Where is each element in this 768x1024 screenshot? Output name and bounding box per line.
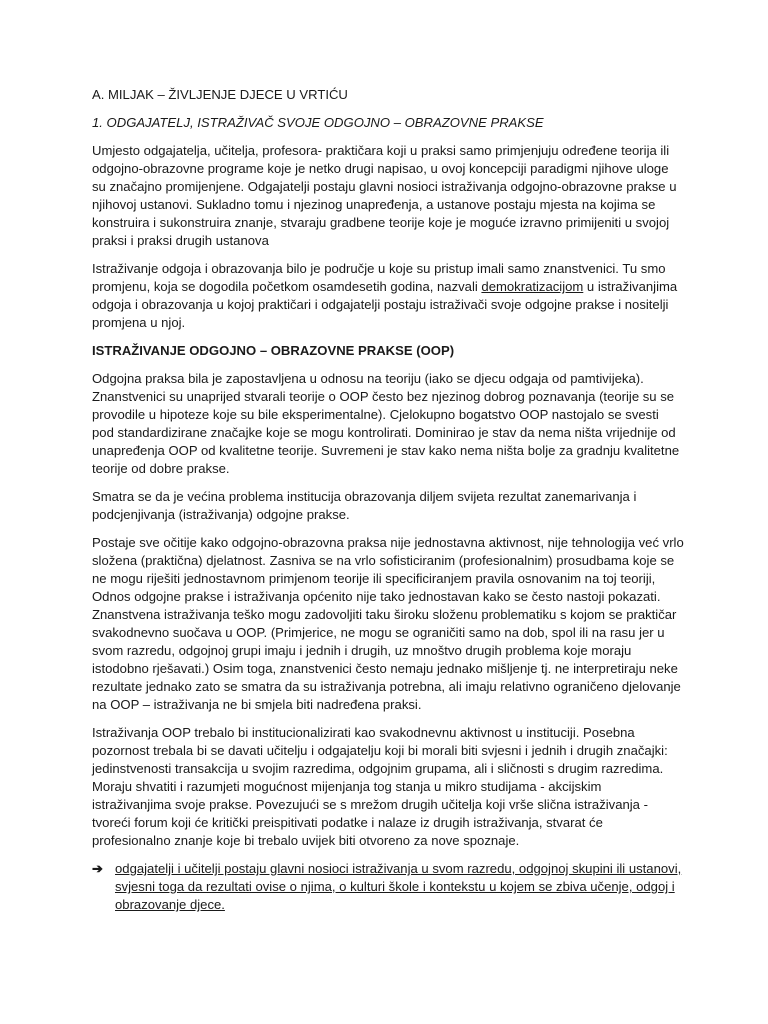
paragraph-4: Smatra se da je većina problema institucija obrazovanja diljem svijeta rezultat zanemarivanja i podcjenjivanja (istraživanja) odgojne prakse.	[92, 489, 637, 522]
paragraph-5: Postaje sve očitije kako odgojno-obrazovna praksa nije jednostavna aktivnost, nije tehnologija već vrlo složena (praktična) djelatnost. Zasniva se na vrlo sofisticiranim (profesionalnim) prosudbama koje se ne mogu riješiti jednostavnom primjenom teorije ili specificiranjem pravila osnovanim na toj teoriji, Odnos odgojne prakse i istraživanja općenito nije tako jednostavan kako se često nastoji pokazati. Znanstvena istraživanja teško mogu zadovoljiti taku široku složenu problematiku s kojom se praktičar svakodnevno suočava u OOP. (Primjerice, ne mogu se ograničiti samo na dob, spol ili na rasu jer u svom razredu, odgojnoj grupi imaju i jednih i drugih, uz mnoštvo drugih problema koje moraju istodobno rješavati.) Osim toga, znanstvenici često nemaju jednako mišljenje tj. ne interpretiraju neke rezultate jednako zato se smatra da su istraživanja potrebna, ali imaju relativno ograničeno djelovanje na OOP – istraživanja ne bi smjela biti nadređena praksi.	[92, 535, 684, 712]
arrow-bullet-text: odgajatelji i učitelji postaju glavni nosioci istraživanja u svom razredu, odgojnoj skupini ili ustanovi, svjesni toga da rezultati ovise o njima, o kulturi škole i kontekstu u kojem se zbiva učenje, odgoj i obrazovanje djece.	[115, 861, 682, 912]
paragraph-2	[92, 260, 684, 332]
chapter-subtitle: 1. ODGAJATELJ, ISTRAŽIVAČ SVOJE ODGOJNO – OBRAZOVNE PRAKSE	[92, 115, 544, 130]
paragraph-2-end: u istraživanjima odgoja i obrazovanja u kojoj praktičari i odgajatelji postaju istraživači svoje odgojne prakse i nositelji promjena u njoj.	[92, 279, 678, 330]
paragraph-2-start: Istraživanje odgoja i obrazovanja bilo je područje u koje su pristup imali samo znanstvenici. Tu smo promjenu, koja se dogodila početkom osamdesetih godina, nazvali	[92, 261, 666, 294]
paragraph-1: Umjesto odgajatelja, učitelja, profesora- praktičara koji u praksi samo primjenjuju određene teorija ili odgojno-obrazovne programe koje je netko drugi napisao, u ovoj koncepciji paradigmi njihove uloge su značajno promijenjene. Odgajatelji postaju glavni nosioci istraživanja odgojno-obrazovne prakse u njihovoj ustanovi. Sukladno tomu i njezinog unapređenja, a ustanove postaju mjesta na kojima se konstruira i sukonstruira znanje, stvaraju gradbene teorije koje je moguće izravno primijeniti u svojoj praksi i praksi drugih ustanova	[92, 143, 677, 248]
document-page	[92, 86, 684, 914]
demokratizacija-term: demokratizacijom	[481, 279, 584, 294]
document-title: A. MILJAK – ŽIVLJENJE DJECE U VRTIĆU	[92, 87, 348, 102]
right-arrow-icon: ➔	[92, 861, 103, 876]
arrow-bullet-item	[92, 860, 684, 914]
paragraph-6: Istraživanja OOP trebalo bi institucionalizirati kao svakodnevnu aktivnost u instituciji. Posebna pozornost trebala bi se davati učitelju i odgajatelju koji bi morali biti svjesni i jednih i drugih značajki: jedinstvenosti transakcija u svojim razredima, odgojnim grupama, ali i sličnosti s drugim razredima. Moraju shvatiti i razumjeti mogućnost mijenjanja tog stanja u mikro studijama - akcijskim istraživanjima svoje prakse. Povezujući se s mrežom drugih učitelja koji vrše slična istraživanja - tvoreći forum koji će kritički preispitivati podatke i nalaze iz drugih istraživanja, stvarat će profesionalno znanje koje bi trebalo uvijek biti otvoreno za nove spoznaje.	[92, 725, 668, 848]
section-heading: ISTRAŽIVANJE ODGOJNO – OBRAZOVNE PRAKSE (OOP)	[92, 343, 455, 358]
paragraph-3: Odgojna praksa bila je zapostavljena u odnosu na teoriju (iako se djecu odgaja od pamtivijeka). Znanstvenici su unaprijed stvarali teorije o OOP često bez njezinog dobrog poznavanja (teorije su se provodile u hipoteze koje su bile eksperimentalne). Cjelokupno bogatstvo OOP nastojalo se svesti pod standardizirane značajke koje se mogu kontrolirati. Dominirao je stav da nema ništa vrijednije od unapređenja OOP od kvalitetne teorije. Suvremeni je stav kako nema ništa bolje za gradnju kvalitetne teorije od dobre prakse.	[92, 371, 680, 476]
